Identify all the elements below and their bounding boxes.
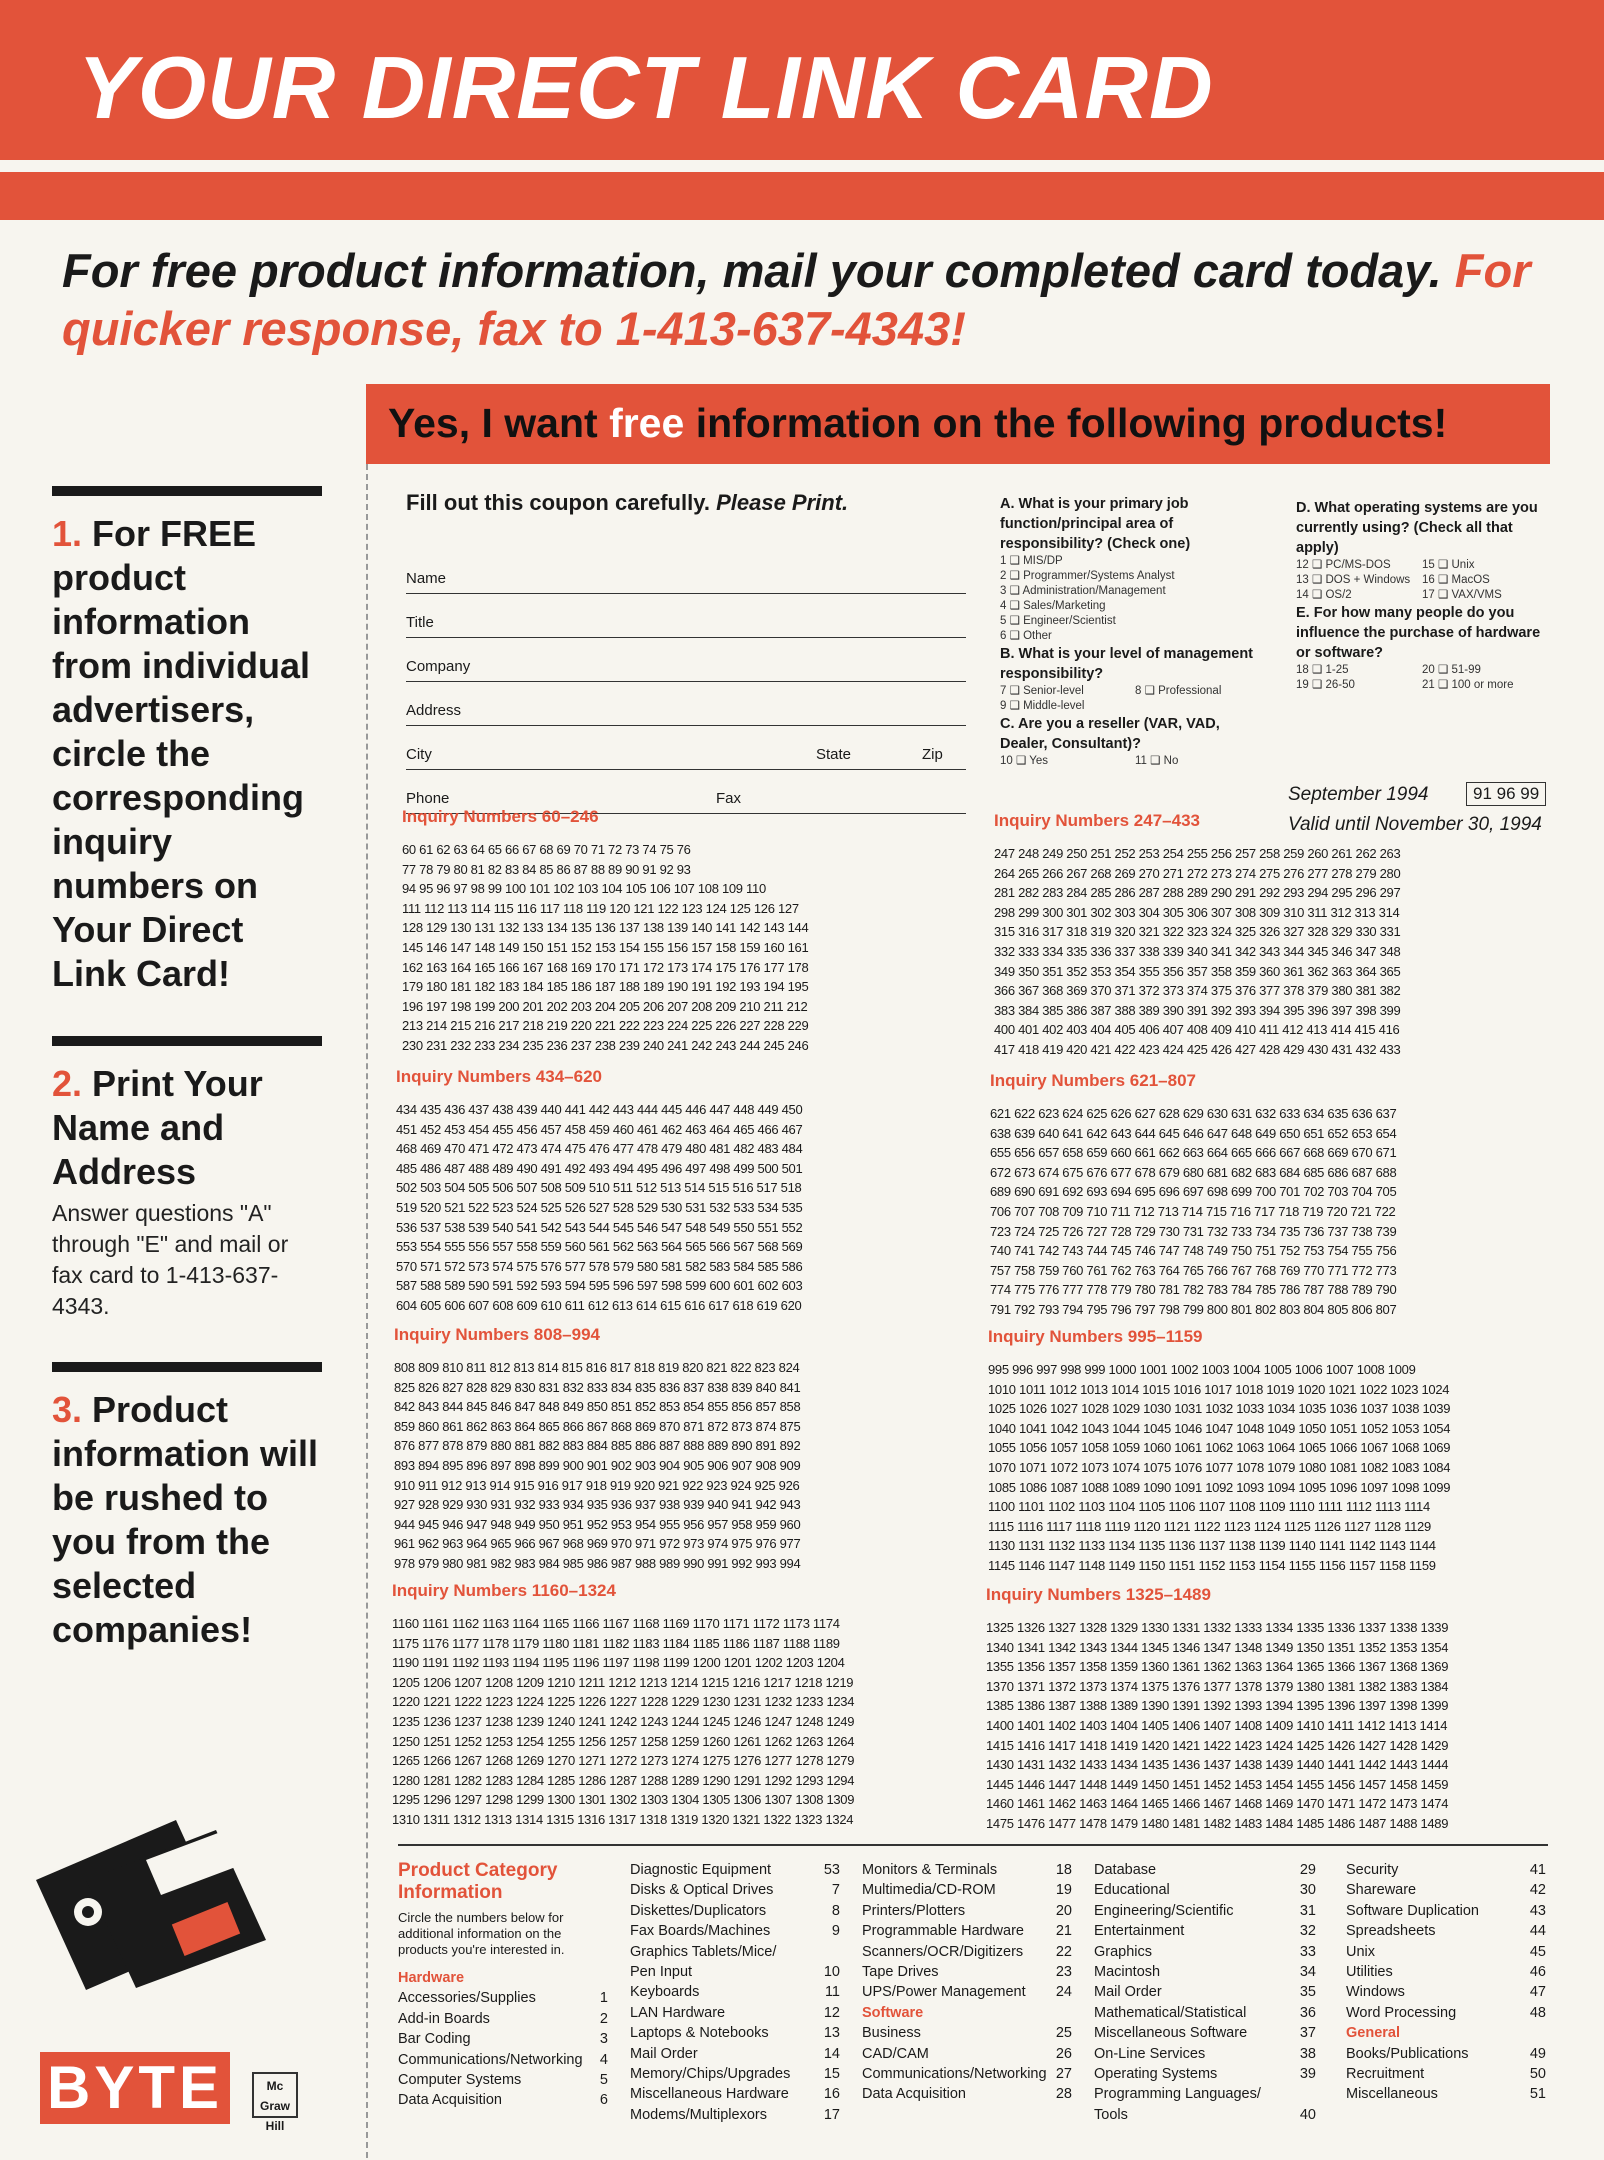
city-state-zip-field[interactable]: City State Zip xyxy=(406,726,966,770)
inquiry-number-row[interactable]: 927 928 929 930 931 932 933 934 935 936 937 938 939 940 941 942 943 xyxy=(394,1497,801,1513)
category-item[interactable]: Windows 47 xyxy=(1346,1984,1546,2001)
category-item[interactable]: Scanners/OCR/Digitizers 22 xyxy=(862,1943,1072,1960)
yes-header: Yes, I want free information on the following products! xyxy=(366,384,1550,464)
q-d-option[interactable]: 14 ❑ OS/2 xyxy=(1296,589,1352,601)
inquiry-number-row[interactable]: 1355 1356 1357 1358 1359 1360 1361 1362 1363 1364 1365 1366 1367 1368 1369 xyxy=(986,1659,1449,1675)
inquiry-number-row[interactable]: 621 622 623 624 625 626 627 628 629 630 631 632 633 634 635 636 637 xyxy=(990,1106,1397,1121)
category-item[interactable]: Add-in Boards 2 xyxy=(398,2010,608,2027)
name-field[interactable]: Name xyxy=(406,550,966,594)
coupon-form xyxy=(406,490,966,814)
inquiry-number-row[interactable]: 995 996 997 998 999 1000 1001 1002 1003 1004 1005 1006 1007 1008 1009 xyxy=(988,1362,1416,1377)
inquiry-number-row[interactable]: 1175 1176 1177 1178 1179 1180 1181 1182 1183 1184 1185 1186 1187 1188 1189 xyxy=(392,1635,840,1651)
inquiry-number-row[interactable]: 961 962 963 964 965 966 967 968 969 970 971 972 973 974 975 976 977 xyxy=(394,1536,801,1552)
inquiry-number-row[interactable]: 723 724 725 726 727 728 729 730 731 732 733 734 735 736 737 738 739 xyxy=(990,1223,1397,1239)
inquiry-number-row[interactable]: 485 486 487 488 489 490 491 492 493 494 495 496 497 498 499 500 501 xyxy=(396,1160,803,1176)
category-item[interactable]: Bar Coding 3 xyxy=(398,2031,608,2048)
valid-until: Valid until November 30, 1994 xyxy=(1288,814,1542,835)
q-a-option[interactable]: 6 ❑ Other xyxy=(1000,630,1052,642)
q-e-option[interactable]: 21 ❑ 100 or more xyxy=(1422,679,1514,691)
q-a-option[interactable]: 3 ❑ Administration/Management xyxy=(1000,585,1166,597)
q-e-option[interactable]: 18 ❑ 1-25 xyxy=(1296,664,1349,676)
inquiry-block-3: Inquiry Numbers 434–620 434 435 436 437 438 439 440 441 442 443 444 445 446 447 448 449 450 451 452 453 454 455 456 457 458 459 460 461 462 463 464 465 466 467 468 469 470 471 472 473 474 475 476 477 478 479 480 481 482 483 484 485 486 487 488 489 490 491 492 493 494 495 496 497 498 499 500 501 502 503 504 505 506 507 508 509 510 511 512 513 514 515 516 517 518 519 520 521 522 523 524 525 526 527 528 529 530 531 532 533 534 535 536 537 538 539 540 541 542 543 544 545 546 547 548 549 550 551 552 553 554 555 556 557 558 559 560 561 562 563 564 565 566 567 568 569 570 571 572 573 574 575 576 577 578 579 580 581 582 583 584 585 586 587 588 589 590 591 592 593 594 595 596 597 598 599 600 601 602 603 604 605 606 607 608 609 610 611 612 613 614 615 616 617 618 619 620 xyxy=(396,1060,972,1316)
inquiry-number-row[interactable]: 519 520 521 522 523 524 525 526 527 528 529 530 531 532 533 534 535 xyxy=(396,1199,803,1215)
category-column-4 xyxy=(1094,1860,1316,2125)
inquiry-number-row[interactable]: 1340 1341 1342 1343 1344 1345 1346 1347 1348 1349 1350 1351 1352 1353 1354 xyxy=(986,1639,1449,1655)
inquiry-number-row[interactable]: 366 367 368 369 370 371 372 373 374 375 376 377 378 379 380 381 382 xyxy=(994,983,1401,999)
step-1: 1. For FREE product information from individual advertisers, circle the corresponding inquiry numbers on Your Direct Link Card! xyxy=(52,486,322,996)
category-item[interactable]: Entertainment 32 xyxy=(1094,1923,1316,1940)
inquiry-number-row[interactable]: 298 299 300 301 302 303 304 305 306 307 308 309 310 311 312 313 314 xyxy=(994,904,1400,920)
category-item[interactable]: Programmable Hardware 21 xyxy=(862,1923,1072,1940)
inquiry-number-row[interactable]: 60 61 62 63 64 65 66 67 68 69 70 71 72 73 74 75 76 xyxy=(402,842,691,857)
inquiry-number-row[interactable]: 1205 1206 1207 1208 1209 1210 1211 1212 1213 1214 1215 1216 1217 1218 1219 xyxy=(392,1674,854,1690)
inquiry-number-row[interactable]: 1085 1086 1087 1088 1089 1090 1091 1092 1093 1094 1095 1096 1097 1098 1099 xyxy=(988,1479,1451,1495)
inquiry-number-row[interactable]: 1475 1476 1477 1478 1479 1480 1481 1482 1483 1484 1485 1486 1487 1488 1489 xyxy=(986,1815,1449,1831)
category-heading: Product Category Information xyxy=(398,1860,558,1903)
inquiry-number-row[interactable]: 1055 1056 1057 1058 1059 1060 1061 1062 1063 1064 1065 1066 1067 1068 1069 xyxy=(988,1440,1451,1456)
floppy-disk-icon xyxy=(26,1820,286,1990)
inquiry-number-row[interactable]: 1190 1191 1192 1193 1194 1195 1196 1197 1198 1199 1200 1201 1202 1203 1204 xyxy=(392,1655,845,1671)
category-item[interactable]: Tape Drives 23 xyxy=(862,1964,1072,1981)
inquiry-number-row[interactable]: 570 571 572 573 574 575 576 577 578 579 580 581 582 583 584 585 586 xyxy=(396,1258,803,1274)
category-item[interactable]: Memory/Chips/Upgrades 15 xyxy=(630,2066,840,2083)
q-c-option[interactable]: 10 ❑ Yes xyxy=(1000,755,1049,767)
title-banner xyxy=(0,0,1604,160)
category-description: Circle the numbers below for additional information on the products you're interested in. xyxy=(398,1910,565,1957)
inquiry-block-4: Inquiry Numbers 621–807 621 622 623 624 625 626 627 628 629 630 631 632 633 634 635 636 637 638 639 640 641 642 643 644 645 646 647 648 649 650 651 652 653 654 655 656 657 658 659 660 661 662 663 664 665 666 667 668 669 670 671 672 673 674 675 676 677 678 679 680 681 682 683 684 685 686 687 688 689 690 691 692 693 694 695 696 697 698 699 700 701 702 703 704 705 706 707 708 709 710 711 712 713 714 715 716 717 718 719 720 721 722 723 724 725 726 727 728 729 730 731 732 733 734 735 736 737 738 739 740 741 742 743 744 745 746 747 748 749 750 751 752 753 754 755 756 757 758 759 760 761 762 763 764 765 766 767 768 769 770 771 772 773 774 775 776 777 778 779 780 781 782 783 784 785 786 787 788 789 790 791 792 793 794 795 796 797 798 799 800 801 802 803 804 805 806 807 xyxy=(990,1064,1566,1320)
company-field[interactable]: Company xyxy=(406,638,966,682)
category-item[interactable]: Unix 45 xyxy=(1346,1943,1546,1960)
inquiry-block-5: Inquiry Numbers 808–994 808 809 810 811 812 813 814 815 816 817 818 819 820 821 822 823 824 825 826 827 828 829 830 831 832 833 834 835 836 837 838 839 840 841 842 843 844 845 846 847 848 849 850 851 852 853 854 855 856 857 858 859 860 861 862 863 864 865 866 867 868 869 870 871 872 873 874 875 876 877 878 879 880 881 882 883 884 885 886 887 888 889 890 891 892 893 894 895 896 897 898 899 900 901 902 903 904 905 906 907 908 909 910 911 912 913 914 915 916 917 918 919 920 921 922 923 924 925 926 927 928 929 930 931 932 933 934 935 936 937 938 939 940 941 942 943 944 945 946 947 948 949 950 951 952 953 954 955 956 957 958 959 960 961 962 963 964 965 966 967 968 969 970 971 972 973 974 975 976 977 978 979 980 981 982 983 984 985 986 987 988 989 990 991 992 993 994 xyxy=(394,1318,970,1574)
inquiry-number-row[interactable]: 417 418 419 420 421 422 423 424 425 426 427 428 429 430 431 432 433 xyxy=(994,1041,1401,1057)
card-code: 91 96 99 xyxy=(1466,782,1546,806)
category-item[interactable]: Books/Publications 49 xyxy=(1346,2045,1546,2062)
inquiry-number-row[interactable]: 196 197 198 199 200 201 202 203 204 205 206 207 208 209 210 211 212 xyxy=(402,998,808,1014)
inquiry-number-row[interactable]: 434 435 436 437 438 439 440 441 442 443 444 445 446 447 448 449 450 xyxy=(396,1102,803,1117)
title-field[interactable]: Title xyxy=(406,594,966,638)
inquiry-block-8: Inquiry Numbers 1325–1489 1325 1326 1327 1328 1329 1330 1331 1332 1333 1334 1335 1336 1337 1338 1339 1340 1341 1342 1343 1344 1345 1346 1347 1348 1349 1350 1351 1352 1353 1354 1355 1356 1357 1358 1359 1360 1361 1362 1363 1364 1365 1366 1367 1368 1369 1370 1371 1372 1373 1374 1375 1376 1377 1378 1379 1380 1381 1382 1383 1384 1385 1386 1387 1388 1389 1390 1391 1392 1393 1394 1395 1396 1397 1398 1399 1400 1401 1402 1403 1404 1405 1406 1407 1408 1409 1410 1411 1412 1413 1414 1415 1416 1417 1418 1419 1420 1421 1422 1423 1424 1425 1426 1427 1428 1429 1430 1431 1432 1433 1434 1435 1436 1437 1438 1439 1440 1441 1442 1443 1444 1445 1446 1447 1448 1449 1450 1451 1452 1453 1454 1455 1456 1457 1458 1459 1460 1461 1462 1463 1464 1465 1466 1467 1468 1469 1470 1471 1472 1473 1474 1475 1476 1477 1478 1479 1480 1481 1482 1483 1484 1485 1486 1487 1488 1489 xyxy=(986,1578,1562,1834)
inquiry-number-row[interactable]: 740 741 742 743 744 745 746 747 748 749 750 751 752 753 754 755 756 xyxy=(990,1243,1397,1259)
inquiry-number-row[interactable]: 383 384 385 386 387 388 389 390 391 392 393 394 395 396 397 398 399 xyxy=(994,1002,1401,1018)
category-group-heading: General xyxy=(1346,2025,1400,2042)
inquiry-number-row[interactable]: 281 282 283 284 285 286 287 288 289 290 291 292 293 294 295 296 297 xyxy=(994,885,1401,901)
inquiry-block-7: Inquiry Numbers 1160–1324 1160 1161 1162 1163 1164 1165 1166 1167 1168 1169 1170 1171 1172 1173 1174 1175 1176 1177 1178 1179 1180 1181 1182 1183 1184 1185 1186 1187 1188 1189 1190 1191 1192 1193 1194 1195 1196 1197 1198 1199 1200 1201 1202 1203 1204 1205 1206 1207 1208 1209 1210 1211 1212 1213 1214 1215 1216 1217 1218 1219 1220 1221 1222 1223 1224 1225 1226 1227 1228 1229 1230 1231 1232 1233 1234 1235 1236 1237 1238 1239 1240 1241 1242 1243 1244 1245 1246 1247 1248 1249 1250 1251 1252 1253 1254 1255 1256 1257 1258 1259 1260 1261 1262 1263 1264 1265 1266 1267 1268 1269 1270 1271 1272 1273 1274 1275 1276 1277 1278 1279 1280 1281 1282 1283 1284 1285 1286 1287 1288 1289 1290 1291 1292 1293 1294 1295 1296 1297 1298 1299 1300 1301 1302 1303 1304 1305 1306 1307 1308 1309 1310 1311 1312 1313 1314 1315 1316 1317 1318 1319 1320 1321 1322 1323 1324 xyxy=(392,1574,968,1830)
q-d-option[interactable]: 15 ❑ Unix xyxy=(1422,559,1475,571)
step-3: 3. Product information will be rushed to you from the selected companies! xyxy=(52,1362,322,1652)
category-item[interactable]: Operating Systems 39 xyxy=(1094,2066,1316,2083)
q-a-option[interactable]: 1 ❑ MIS/DP xyxy=(1000,555,1063,567)
inquiry-number-row[interactable]: 706 707 708 709 710 711 712 713 714 715 716 717 718 719 720 721 722 xyxy=(990,1203,1396,1219)
banner-stripe xyxy=(0,172,1604,220)
category-item[interactable]: Mathematical/Statistical 36 xyxy=(1094,2004,1316,2021)
step-2-text: Answer questions "A" through "E" and mail or fax card to 1-413-637-4343. xyxy=(52,1200,289,1319)
inquiry-number-row[interactable]: 553 554 555 556 557 558 559 560 561 562 563 564 565 566 567 568 569 xyxy=(396,1239,803,1255)
inquiry-number-row[interactable]: 859 860 861 862 863 864 865 866 867 868 869 870 871 872 873 874 875 xyxy=(394,1418,801,1434)
q-b-option[interactable]: 7 ❑ Senior-level xyxy=(1000,685,1084,697)
inquiry-number-row[interactable]: 111 112 113 114 115 116 117 118 119 120 121 122 123 124 125 126 127 xyxy=(402,900,799,916)
q-a-option[interactable]: 4 ❑ Sales/Marketing xyxy=(1000,600,1106,612)
category-item[interactable]: Monitors & Terminals 18 xyxy=(862,1862,1072,1878)
issue-date: September 1994 xyxy=(1288,784,1429,805)
inquiry-number-row[interactable]: 1070 1071 1072 1073 1074 1075 1076 1077 1078 1079 1080 1081 1082 1083 1084 xyxy=(988,1459,1451,1475)
inquiry-number-row[interactable]: 944 945 946 947 948 949 950 951 952 953 954 955 956 957 958 959 960 xyxy=(394,1516,801,1532)
inquiry-number-row[interactable]: 1415 1416 1417 1418 1419 1420 1421 1422 1423 1424 1425 1426 1427 1428 1429 xyxy=(986,1737,1449,1753)
headline xyxy=(62,242,1542,358)
inquiry-number-row[interactable]: 1385 1386 1387 1388 1389 1390 1391 1392 1393 1394 1395 1396 1397 1398 1399 xyxy=(986,1698,1449,1714)
reply-card xyxy=(366,384,1550,2158)
inquiry-number-row[interactable]: 978 979 980 981 982 983 984 985 986 987 988 989 990 991 992 993 994 xyxy=(394,1555,801,1571)
q-a-option[interactable]: 2 ❑ Programmer/Systems Analyst xyxy=(1000,570,1175,582)
inquiry-number-row[interactable]: 1130 1131 1132 1133 1134 1135 1136 1137 1138 1139 1140 1141 1142 1143 1144 xyxy=(988,1538,1436,1554)
mcgraw-hill-logo: Mc Graw Hill xyxy=(252,2072,298,2118)
inquiry-number-row[interactable]: 1250 1251 1252 1253 1254 1255 1256 1257 1258 1259 1260 1261 1262 1263 1264 xyxy=(392,1733,855,1749)
inquiry-number-row[interactable]: 1460 1461 1462 1463 1464 1465 1466 1467 1468 1469 1470 1471 1472 1473 1474 xyxy=(986,1796,1449,1812)
category-column-2 xyxy=(630,1860,840,2125)
inquiry-number-row[interactable]: 77 78 79 80 81 82 83 84 85 86 87 88 89 90 91 92 93 xyxy=(402,861,691,877)
card-title: YOUR DIRECT LINK CARD xyxy=(78,38,1214,137)
inquiry-number-row[interactable]: 876 877 878 879 880 881 882 883 884 885 886 887 888 889 890 891 892 xyxy=(394,1438,801,1454)
inquiry-number-row[interactable]: 910 911 912 913 914 915 916 917 918 919 920 921 922 923 924 925 926 xyxy=(394,1477,800,1493)
coupon-intro: Fill out this coupon carefully. Please Print. xyxy=(406,490,849,515)
q-a-option[interactable]: 5 ❑ Engineer/Scientist xyxy=(1000,615,1116,627)
category-item[interactable]: Word Processing 48 xyxy=(1346,2004,1546,2021)
inquiry-number-row[interactable]: 1310 1311 1312 1313 1314 1315 1316 1317 1318 1319 1320 1321 1322 1323 1324 xyxy=(392,1811,854,1827)
inquiry-number-row[interactable]: 791 792 793 794 795 796 797 798 799 800 801 802 803 804 805 806 807 xyxy=(990,1301,1397,1317)
inquiry-number-row[interactable]: 1160 1161 1162 1163 1164 1165 1166 1167 1168 1169 1170 1171 1172 1173 1174 xyxy=(392,1616,840,1631)
category-item[interactable]: Programming Languages/ xyxy=(1094,2086,1261,2103)
inquiry-number-row[interactable]: 1115 1116 1117 1118 1119 1120 1121 1122 1123 1124 1125 1126 1127 1128 1129 xyxy=(988,1518,1431,1534)
inquiry-number-row[interactable]: 1325 1326 1327 1328 1329 1330 1331 1332 1333 1334 1335 1336 1337 1338 1339 xyxy=(986,1620,1449,1635)
step-2-title: Print Your Name and Address xyxy=(52,1063,263,1192)
inquiry-number-row[interactable]: 162 163 164 165 166 167 168 169 170 171 172 173 174 175 176 177 178 xyxy=(402,959,809,975)
inquiry-number-row[interactable]: 94 95 96 97 98 99 100 101 102 103 104 105 106 107 108 109 110 xyxy=(402,881,766,897)
inquiry-number-row[interactable]: 247 248 249 250 251 252 253 254 255 256 257 258 259 260 261 262 263 xyxy=(994,846,1401,861)
inquiry-number-row[interactable]: 213 214 215 216 217 218 219 220 221 222 223 224 225 226 227 228 229 xyxy=(402,1018,809,1034)
product-category-section xyxy=(398,1844,1548,2154)
category-item[interactable]: CAD/CAM 26 xyxy=(862,2045,1072,2062)
headline-fax: For quicker response, fax to 1-413-637-4343! xyxy=(62,244,1531,355)
category-item[interactable]: Mail Order 14 xyxy=(630,2045,840,2062)
q-e-option[interactable]: 20 ❑ 51-99 xyxy=(1422,664,1481,676)
category-item[interactable]: Recruitment 50 xyxy=(1346,2066,1546,2083)
inquiry-number-row[interactable]: 1280 1281 1282 1283 1284 1285 1286 1287 1288 1289 1290 1291 1292 1293 1294 xyxy=(392,1772,855,1788)
inquiry-number-row[interactable]: 808 809 810 811 812 813 814 815 816 817 818 819 820 821 822 823 824 xyxy=(394,1360,800,1375)
inquiry-number-row[interactable]: 672 673 674 675 676 677 678 679 680 681 682 683 684 685 686 687 688 xyxy=(990,1164,1397,1180)
inquiry-number-row[interactable]: 502 503 504 505 506 507 508 509 510 511 512 513 514 515 516 517 518 xyxy=(396,1180,802,1196)
category-item[interactable]: Printers/Plotters 20 xyxy=(862,1902,1072,1919)
inquiry-number-row[interactable]: 842 843 844 845 846 847 848 849 850 851 852 853 854 855 856 857 858 xyxy=(394,1399,801,1415)
category-item[interactable]: Business 25 xyxy=(862,2025,1072,2042)
inquiry-number-row[interactable]: 655 656 657 658 659 660 661 662 663 664 665 666 667 668 669 670 671 xyxy=(990,1145,1397,1161)
category-item[interactable]: Shareware 42 xyxy=(1346,1882,1546,1899)
category-item[interactable]: Macintosh 34 xyxy=(1094,1964,1316,1981)
category-item[interactable]: Mail Order 35 xyxy=(1094,1984,1316,2001)
inquiry-number-row[interactable]: 638 639 640 641 642 643 644 645 646 647 648 649 650 651 652 653 654 xyxy=(990,1125,1397,1141)
category-item[interactable]: Computer Systems 5 xyxy=(398,2072,608,2089)
inquiry-number-row[interactable]: 145 146 147 148 149 150 151 152 153 154 155 156 157 158 159 160 161 xyxy=(402,939,809,955)
instructions-column xyxy=(52,486,322,1692)
category-item[interactable]: Modems/Multiplexors 17 xyxy=(630,2106,840,2123)
category-item[interactable]: UPS/Power Management 24 xyxy=(862,1984,1072,2001)
category-item[interactable]: Spreadsheets 44 xyxy=(1346,1923,1546,1940)
q-d-option[interactable]: 13 ❑ DOS + Windows xyxy=(1296,574,1411,586)
category-column-5 xyxy=(1346,1860,1546,2105)
category-item[interactable]: Graphics 33 xyxy=(1094,1943,1316,1960)
category-group-heading: Hardware xyxy=(398,1970,465,1986)
inquiry-number-row[interactable]: 604 605 606 607 608 609 610 611 612 613 614 615 616 617 618 619 620 xyxy=(396,1297,802,1313)
inquiry-block-2: Inquiry Numbers 247–433 247 248 249 250 251 252 253 254 255 256 257 258 259 260 261 262 263 264 265 266 267 268 269 270 271 272 273 274 275 276 277 278 279 280 281 282 283 284 285 286 287 288 289 290 291 292 293 294 295 296 297 298 299 300 301 302 303 304 305 306 307 308 309 310 311 312 313 314 315 316 317 318 319 320 321 322 323 324 325 326 327 328 329 330 331 332 333 334 335 336 337 338 339 340 341 342 343 344 345 346 347 348 349 350 351 352 353 354 355 356 357 358 359 360 361 362 363 364 365 366 367 368 369 370 371 372 373 374 375 376 377 378 379 380 381 382 383 384 385 386 387 388 389 390 391 392 393 394 395 396 397 398 399 400 401 402 403 404 405 406 407 408 409 410 411 412 413 414 415 416 417 418 419 420 421 422 423 424 425 426 427 428 429 430 431 432 433 xyxy=(994,804,1570,1060)
step-3-title: Product information will be rushed to you from the selected companies! xyxy=(52,1389,318,1650)
inquiry-number-row[interactable]: 1370 1371 1372 1373 1374 1375 1376 1377 1378 1379 1380 1381 1382 1383 1384 xyxy=(986,1678,1449,1694)
q-b-option[interactable]: 9 ❑ Middle-level xyxy=(1000,700,1085,712)
category-item[interactable]: Communications/Networking 27 xyxy=(862,2066,1072,2083)
inquiry-number-row[interactable]: 1445 1446 1447 1448 1449 1450 1451 1452 1453 1454 1455 1456 1457 1458 1459 xyxy=(986,1776,1449,1792)
cut-line xyxy=(366,464,368,2158)
inquiry-number-row[interactable]: 230 231 232 233 234 235 236 237 238 239 240 241 242 243 244 245 246 xyxy=(402,1037,809,1053)
inquiry-block-6: Inquiry Numbers 995–1159 995 996 997 998 999 1000 1001 1002 1003 1004 1005 1006 1007 1008 1009 1010 1011 1012 1013 1014 1015 1016 1017 1018 1019 1020 1021 1022 1023 1024 1025 1026 1027 1028 1029 1030 1031 1032 1033 1034 1035 1036 1037 1038 1039 1040 1041 1042 1043 1044 1045 1046 1047 1048 1049 1050 1051 1052 1053 1054 1055 1056 1057 1058 1059 1060 1061 1062 1063 1064 1065 1066 1067 1068 1069 1070 1071 1072 1073 1074 1075 1076 1077 1078 1079 1080 1081 1082 1083 1084 1085 1086 1087 1088 1089 1090 1091 1092 1093 1094 1095 1096 1097 1098 1099 1100 1101 1102 1103 1104 1105 1106 1107 1108 1109 1110 1111 1112 1113 1114 1115 1116 1117 1118 1119 1120 1121 1122 1123 1124 1125 1126 1127 1128 1129 1130 1131 1132 1133 1134 1135 1136 1137 1138 1139 1140 1141 1142 1143 1144 1145 1146 1147 1148 1149 1150 1151 1152 1153 1154 1155 1156 1157 1158 1159 xyxy=(988,1320,1564,1576)
category-item[interactable]: Security 41 xyxy=(1346,1862,1546,1878)
step-2: 2. Print Your Name and Address Answer questions "A" through "E" and mail or fax card to 1-413-637-4343. xyxy=(52,1036,322,1322)
category-item[interactable]: Miscellaneous Hardware 16 xyxy=(630,2086,840,2103)
address-field[interactable]: Address xyxy=(406,682,966,726)
inquiry-number-row[interactable]: 1235 1236 1237 1238 1239 1240 1241 1242 1243 1244 1245 1246 1247 1248 1249 xyxy=(392,1713,855,1729)
category-item[interactable]: Graphics Tablets/Mice/ xyxy=(630,1943,777,1960)
category-item[interactable]: Accessories/Supplies 1 xyxy=(398,1990,608,2007)
inquiry-number-row[interactable]: 1040 1041 1042 1043 1044 1045 1046 1047 1048 1049 1050 1051 1052 1053 1054 xyxy=(988,1420,1451,1436)
q-d-option[interactable]: 16 ❑ MacOS xyxy=(1422,574,1490,586)
phone-fax-field[interactable]: Phone Fax xyxy=(406,770,966,814)
category-column-3 xyxy=(862,1860,1072,2105)
category-item[interactable]: Tools 40 xyxy=(1094,2106,1316,2123)
category-group-heading: Software xyxy=(862,2004,924,2021)
inquiry-number-row[interactable]: 179 180 181 182 183 184 185 186 187 188 189 190 191 192 193 194 195 xyxy=(402,979,809,995)
category-item[interactable]: Data Acquisition 6 xyxy=(398,2092,608,2109)
q-d-option[interactable]: 17 ❑ VAX/VMS xyxy=(1422,589,1502,601)
inquiry-number-row[interactable]: 774 775 776 777 778 779 780 781 782 783 784 785 786 787 788 789 790 xyxy=(990,1282,1397,1298)
category-item[interactable]: LAN Hardware 12 xyxy=(630,2004,840,2021)
questions-a-c: A. What is your primary job function/principal area of responsibility? (Check one) 1 ❑ MIS/DP 2 ❑ Programmer/Systems Analyst 3 ❑ Administration/Management 4 ❑ Sales/Marketing 5 ❑ Engineer/Scientist 6 ❑ Other B. What is your level of management responsibility? 7 ❑ Senior-level 8 ❑ Professional 9 ❑ Middle-level C. Are you a reseller (VAR, VAD, Dealer, Consultant)? 10 ❑ Yes 11 ❑ No xyxy=(1000,494,1270,769)
inquiry-number-row[interactable]: 893 894 895 896 897 898 899 900 901 902 903 904 905 906 907 908 909 xyxy=(394,1457,801,1473)
category-item[interactable]: Fax Boards/Machines 9 xyxy=(630,1923,840,1940)
category-column-1 xyxy=(398,1860,608,2111)
category-item[interactable]: Pen Input 10 xyxy=(630,1964,840,1981)
category-item[interactable]: On-Line Services 38 xyxy=(1094,2045,1316,2062)
inquiry-number-row[interactable]: 128 129 130 131 132 133 134 135 136 137 138 139 140 141 142 143 144 xyxy=(402,920,809,936)
category-item[interactable]: Miscellaneous 51 xyxy=(1346,2086,1546,2103)
inquiry-number-row[interactable]: 400 401 402 403 404 405 406 407 408 409 410 411 412 413 414 415 416 xyxy=(994,1022,1400,1038)
category-item[interactable]: Multimedia/CD-ROM 19 xyxy=(862,1882,1072,1899)
step-1-title: For FREE product information from individual advertisers, circle the corresponding inquiry numbers on Your Direct Link Card! xyxy=(52,513,311,994)
category-item[interactable]: Software Duplication 43 xyxy=(1346,1902,1546,1919)
inquiry-number-row[interactable]: 1220 1221 1222 1223 1224 1225 1226 1227 1228 1229 1230 1231 1232 1233 1234 xyxy=(392,1694,855,1710)
q-c-option[interactable]: 11 ❑ No xyxy=(1135,755,1179,767)
inquiry-number-row[interactable]: 451 452 453 454 455 456 457 458 459 460 461 462 463 464 465 466 467 xyxy=(396,1121,803,1137)
inquiry-number-row[interactable]: 1400 1401 1402 1403 1404 1405 1406 1407 1408 1409 1410 1411 1412 1413 1414 xyxy=(986,1717,1448,1733)
inquiry-block-1: Inquiry Numbers 60–246 60 61 62 63 64 65 66 67 68 69 70 71 72 73 74 75 76 77 78 79 80 81 82 83 84 85 86 87 88 89 90 91 92 93 94 95 96 97 98 99 100 101 102 103 104 105 106 107 108 109 110 111 112 113 114 115 116 117 118 119 120 121 122 123 124 125 126 127 128 129 130 131 132 133 134 135 136 137 138 139 140 141 142 143 144 145 146 147 148 149 150 151 152 153 154 155 156 157 158 159 160 161 162 163 164 165 166 167 168 169 170 171 172 173 174 175 176 177 178 179 180 181 182 183 184 185 186 187 188 189 190 191 192 193 194 195 196 197 198 199 200 201 202 203 204 205 206 207 208 209 210 211 212 213 214 215 216 217 218 219 220 221 222 223 224 225 226 227 228 229 230 231 232 233 234 235 236 237 238 239 240 241 242 243 244 245 246 xyxy=(402,800,978,1056)
category-item[interactable]: Database 29 xyxy=(1094,1862,1316,1878)
category-item[interactable]: Keyboards 11 xyxy=(630,1984,840,2001)
inquiry-number-row[interactable]: 825 826 827 828 829 830 831 832 833 834 835 836 837 838 839 840 841 xyxy=(394,1379,801,1395)
inquiry-number-row[interactable]: 1295 1296 1297 1298 1299 1300 1301 1302 1303 1304 1305 1306 1307 1308 1309 xyxy=(392,1792,855,1808)
category-item[interactable]: Diagnostic Equipment 53 xyxy=(630,1862,840,1878)
category-item[interactable]: Communications/Networking 4 xyxy=(398,2051,608,2068)
category-item[interactable]: Data Acquisition 28 xyxy=(862,2086,1072,2103)
category-item[interactable]: Disks & Optical Drives 7 xyxy=(630,1882,840,1899)
q-d-option[interactable]: 12 ❑ PC/MS-DOS xyxy=(1296,559,1391,571)
category-item[interactable]: Utilities 46 xyxy=(1346,1964,1546,1981)
inquiry-number-row[interactable]: 264 265 266 267 268 269 270 271 272 273 274 275 276 277 278 279 280 xyxy=(994,865,1401,881)
inquiry-number-row[interactable]: 1025 1026 1027 1028 1029 1030 1031 1032 1033 1034 1035 1036 1037 1038 1039 xyxy=(988,1401,1451,1417)
inquiry-number-row[interactable]: 1010 1011 1012 1013 1014 1015 1016 1017 1018 1019 1020 1021 1022 1023 1024 xyxy=(988,1381,1450,1397)
questions-d-e: D. What operating systems are you currently using? (Check all that apply) 12 ❑ PC/MS-DOS 15 ❑ Unix 13 ❑ DOS + Windows 16 ❑ MacOS 14 ❑ OS/2 17 ❑ VAX/VMS E. For how many people do you influence the purchase of hardware or software? 18 ❑ 1-25 20 ❑ 51-99 19 ❑ 26-50 21 ❑ 100 or more xyxy=(1296,498,1548,693)
inquiry-number-row[interactable]: 468 469 470 471 472 473 474 475 476 477 478 479 480 481 482 483 484 xyxy=(396,1141,803,1157)
q-b-option[interactable]: 8 ❑ Professional xyxy=(1135,685,1222,697)
category-item[interactable]: Educational 30 xyxy=(1094,1882,1316,1899)
category-item[interactable]: Miscellaneous Software 37 xyxy=(1094,2025,1316,2042)
q-e-option[interactable]: 19 ❑ 26-50 xyxy=(1296,679,1355,691)
inquiry-number-row[interactable]: 689 690 691 692 693 694 695 696 697 698 699 700 701 702 703 704 705 xyxy=(990,1184,1397,1200)
inquiry-number-row[interactable]: 536 537 538 539 540 541 542 543 544 545 546 547 548 549 550 551 552 xyxy=(396,1219,803,1235)
inquiry-number-row[interactable]: 332 333 334 335 336 337 338 339 340 341 342 343 344 345 346 347 348 xyxy=(994,943,1401,959)
inquiry-number-row[interactable]: 1265 1266 1267 1268 1269 1270 1271 1272 1273 1274 1275 1276 1277 1278 1279 xyxy=(392,1753,855,1769)
inquiry-number-row[interactable]: 1430 1431 1432 1433 1434 1435 1436 1437 1438 1439 1440 1441 1442 1443 1444 xyxy=(986,1757,1449,1773)
byte-logo: BYTE xyxy=(40,2052,230,2124)
inquiry-number-row[interactable]: 1100 1101 1102 1103 1104 1105 1106 1107 1108 1109 1110 1111 1112 1113 1114 xyxy=(988,1499,1430,1515)
category-item[interactable]: Laptops & Notebooks 13 xyxy=(630,2025,840,2042)
inquiry-number-row[interactable]: 1145 1146 1147 1148 1149 1150 1151 1152 1153 1154 1155 1156 1157 1158 1159 xyxy=(988,1557,1436,1573)
inquiry-number-row[interactable]: 587 588 589 590 591 592 593 594 595 596 597 598 599 600 601 602 603 xyxy=(396,1278,803,1294)
category-item[interactable]: Diskettes/Duplicators 8 xyxy=(630,1902,840,1919)
category-item[interactable]: Engineering/Scientific 31 xyxy=(1094,1902,1316,1919)
inquiry-number-row[interactable]: 349 350 351 352 353 354 355 356 357 358 359 360 361 362 363 364 365 xyxy=(994,963,1401,979)
inquiry-number-row[interactable]: 315 316 317 318 319 320 321 322 323 324 325 326 327 328 329 330 331 xyxy=(994,924,1401,940)
headline-mail: For free product information, mail your completed card today. xyxy=(62,244,1442,297)
inquiry-number-row[interactable]: 757 758 759 760 761 762 763 764 765 766 767 768 769 770 771 772 773 xyxy=(990,1262,1397,1278)
